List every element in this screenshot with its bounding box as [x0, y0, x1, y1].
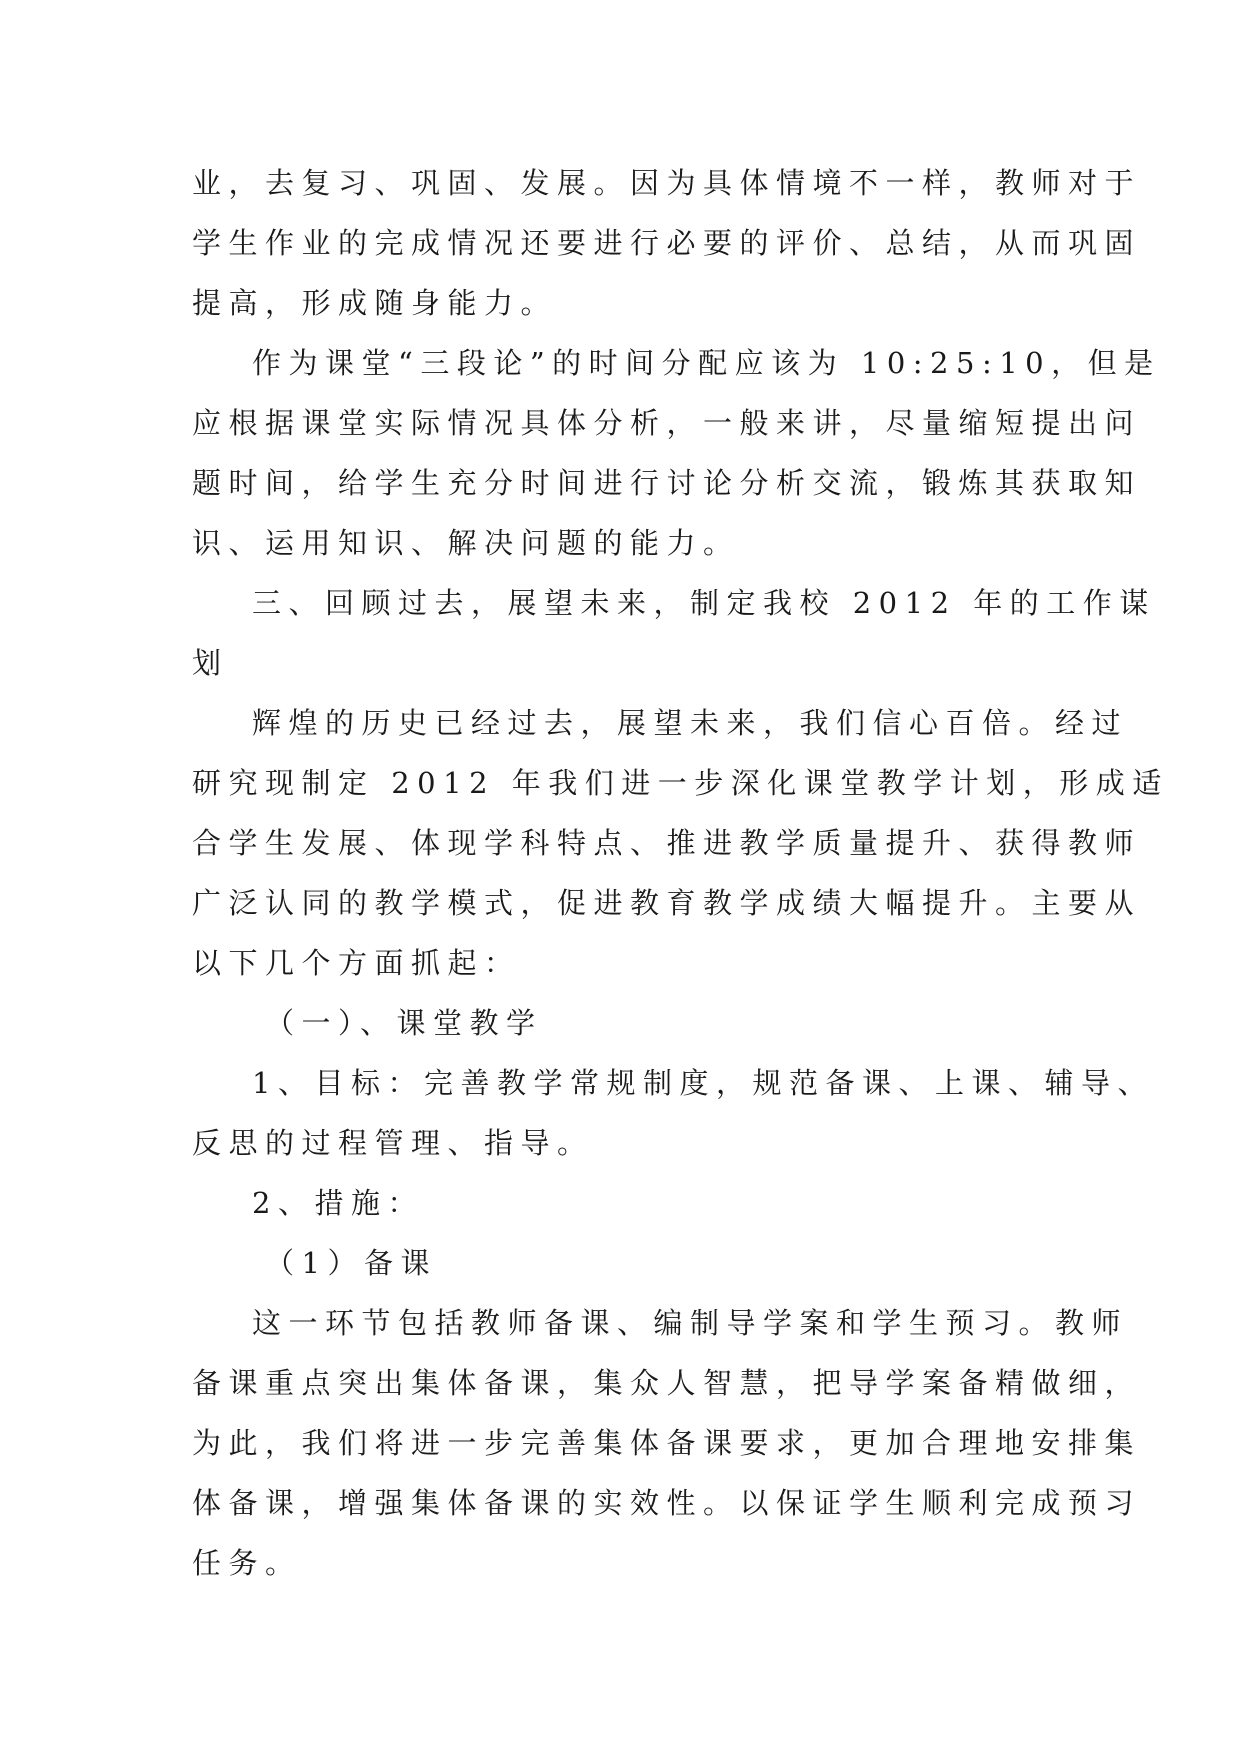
text-line: 体备课，增强集体备课的实效性。以保证学生顺利完成预习 — [192, 1486, 1142, 1520]
text-line: 备课重点突出集体备课，集众人智慧，把导学案备精做细， — [192, 1366, 1142, 1400]
subsection-heading: （一）、课堂教学 — [265, 1006, 543, 1040]
text-line: 识、运用知识、解决问题的能力。 — [192, 526, 740, 560]
text-line: 2、措施： — [252, 1186, 424, 1220]
text-line: 提高，形成随身能力。 — [192, 286, 558, 320]
text-line: 以下几个方面抓起： — [192, 946, 521, 980]
text-line: 研究现制定 2012 年我们进一步深化课堂教学计划，形成适 — [192, 766, 1169, 800]
text-line: 业，去复习、巩固、发展。因为具体情境不一样，教师对于 — [192, 166, 1142, 200]
section-heading: 划 — [192, 646, 229, 680]
subsection-heading: （1）备课 — [265, 1246, 437, 1280]
text-line: 合学生发展、体现学科特点、推进教学质量提升、获得教师 — [192, 826, 1142, 860]
section-heading: 三、回顾过去，展望未来，制定我校 2012 年的工作谋 — [252, 586, 1156, 620]
text-line: 任务。 — [192, 1546, 302, 1580]
text-line: 学生作业的完成情况还要进行必要的评价、总结，从而巩固 — [192, 226, 1142, 260]
text-line: 为此，我们将进一步完善集体备课要求，更加合理地安排集 — [192, 1426, 1142, 1460]
text-line: 这一环节包括教师备课、编制导学案和学生预习。教师 — [252, 1306, 1129, 1340]
text-line: 辉煌的历史已经过去，展望未来，我们信心百倍。经过 — [252, 706, 1129, 740]
text-line: 题时间，给学生充分时间进行讨论分析交流，锻炼其获取知 — [192, 466, 1142, 500]
text-line: 反思的过程管理、指导。 — [192, 1126, 594, 1160]
text-line: 1、目标：完善教学常规制度，规范备课、上课、辅导、 — [252, 1066, 1154, 1100]
text-line: 作为课堂“三段论”的时间分配应该为 10:25:10，但是 — [252, 346, 1161, 380]
text-line: 应根据课堂实际情况具体分析，一般来讲，尽量缩短提出问 — [192, 406, 1142, 440]
text-line: 广泛认同的教学模式，促进教育教学成绩大幅提升。主要从 — [192, 886, 1142, 920]
